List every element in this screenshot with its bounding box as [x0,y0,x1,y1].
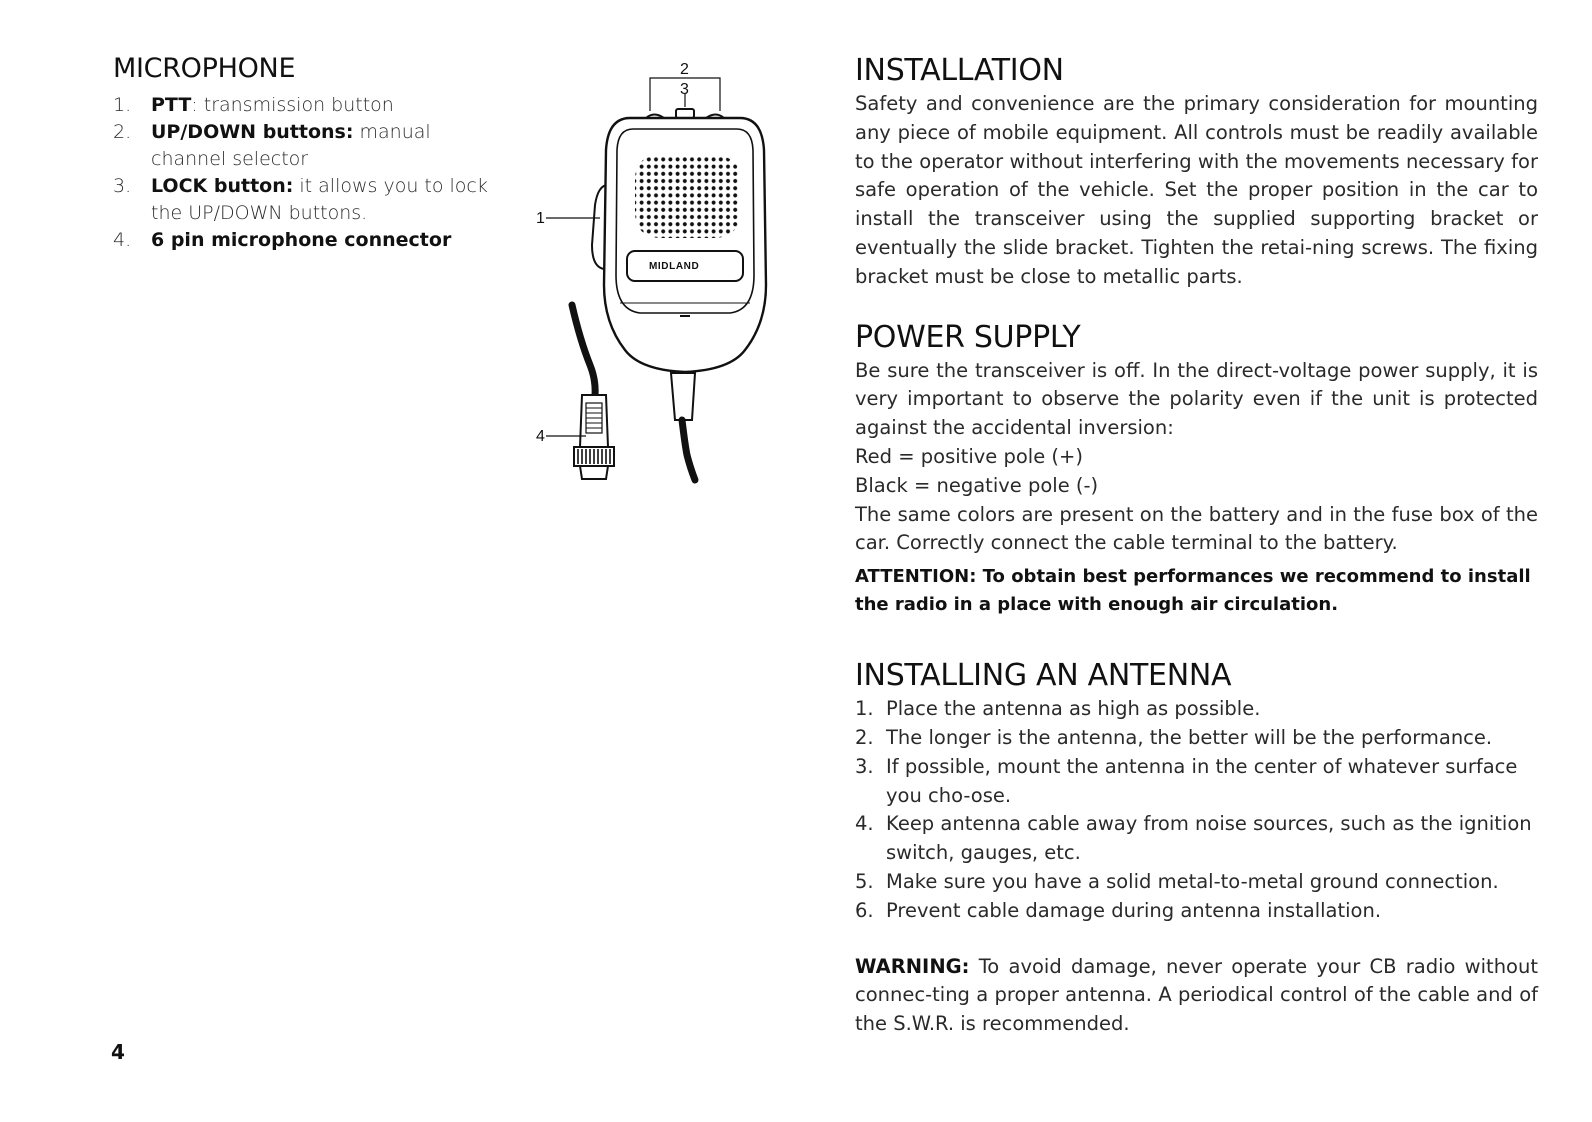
antenna-list [855,695,1538,925]
speaker-grill [630,150,745,245]
callout-2: 2 [680,61,689,78]
list-item: 2. The longer is the antenna, the better will be the performance. [855,725,1493,749]
callout-1: 1 [536,210,545,227]
list-item: 6. Prevent cable damage during antenna installation. [855,898,1382,922]
polarity-black: Black = negative pole (-) [855,473,1099,497]
list-item: 3. If possible, mount the antenna in the center of whatever surface you cho-ose. [855,754,1518,807]
installation-section [855,52,1538,292]
warning-note [855,953,1538,1039]
warning-text: To avoid damage, never operate your CB radio without connec-ting a proper antenna. A periodical control of the cable and of the S.W.R. is recommended. [855,954,1538,1036]
midland-logo: MIDLAND [649,261,700,272]
power-supply-title: POWER SUPPLY [855,319,1081,355]
list-item: 5. Make sure you have a solid metal-to-metal ground connection. [855,869,1499,893]
polarity-red: Red = positive pole (+) [855,444,1083,468]
callout-4: 4 [536,428,545,445]
power-supply-section [855,319,1538,620]
antenna-section [855,657,1538,1039]
list-item: 2. UP/DOWN buttons: manual channel selector [113,121,431,170]
right-column [855,52,1538,1039]
callout-3: 3 [680,81,689,98]
microphone-section [113,52,503,254]
up-down-lock-buttons [646,109,724,118]
list-item: 4. Keep antenna cable away from noise sources, such as the ignition switch, gauges, etc. [855,812,1532,865]
six-pin-connector [574,395,614,479]
list-item: 1. Place the antenna as high as possible. [855,697,1261,721]
installation-title: INSTALLATION [855,53,1064,88]
list-item: 1. PTT: transmission button [113,94,394,116]
microphone-diagram [530,55,790,495]
page-number: 4 [111,1040,125,1064]
colors-text: The same colors are present on the battery and in the fuse box of the car. Correctly connect the cable terminal to the battery. [855,502,1538,555]
microphone-title: MICROPHONE [113,53,296,84]
attention-note: ATTENTION: To obtain best performances we recommend to install the radio in a place with enough air circulation. [855,566,1531,616]
list-item: 4. 6 pin microphone connector [113,229,452,251]
microphone-list [113,92,503,254]
power-supply-text: Be sure the transceiver is off. In the direct-voltage power supply, it is very important to observe the polarity even if the unit is protected against the accidental inversion: [855,358,1538,440]
warning-label: WARNING: [855,954,970,978]
antenna-title: INSTALLING AN ANTENNA [855,658,1232,694]
list-item: 3. LOCK button: it allows you to lock the UP/DOWN buttons. [113,175,488,224]
installation-text: Safety and convenience are the primary consideration for mounting any piece of mobile equipment. All controls must be readily available to the operator without interfering with the movements necessary for safe operation of the vehicle. Set the proper position in the car to install the transceiver using the supplied supporting bracket or eventually the slide bracket. Tighten the retai-ning screws. The fixing bracket must be close to metallic parts. [855,92,1538,288]
